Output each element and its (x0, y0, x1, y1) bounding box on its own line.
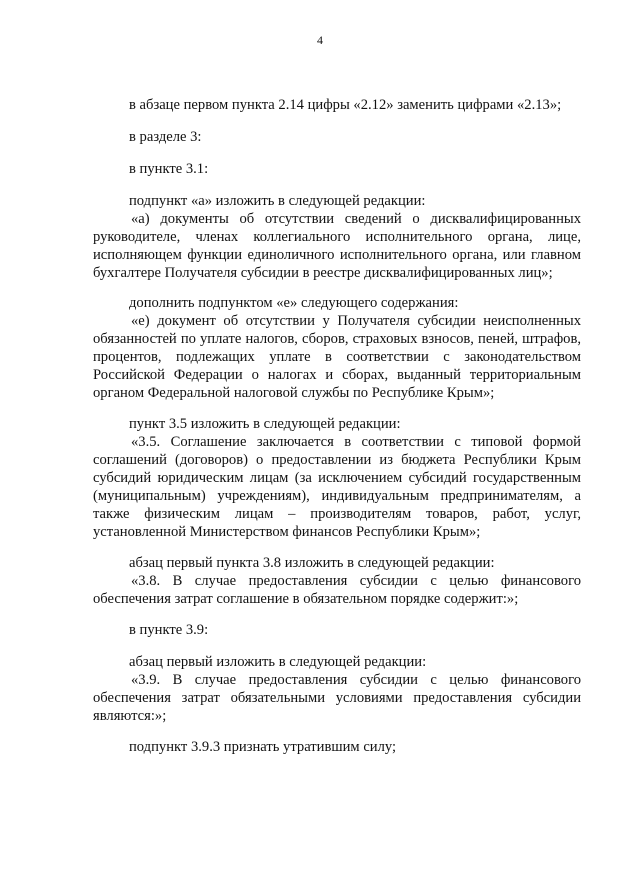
paragraph-line: процентов, подлежащих уплате в соответствии с законодательством (93, 349, 581, 365)
paragraph-line: обязанностей по уплате налогов, сборов, страховых взносов, пеней, штрафов, (93, 331, 581, 347)
paragraph-line: абзац первый пункта 3.8 изложить в следующей редакции: (129, 555, 495, 571)
paragraph-line: подпункт 3.9.3 признать утратившим силу; (129, 739, 397, 755)
paragraph-line: руководителе, членах коллегиального исполнительного органа, лице, (93, 229, 581, 245)
paragraph-line: абзац первый изложить в следующей редакции: (129, 654, 427, 670)
page-number: 4 (317, 33, 323, 47)
paragraph-line: «а) документы об отсутствии сведений о дисквалифицированных (131, 211, 581, 227)
paragraph-line: бухгалтере Получателя субсидии в реестре дисквалифицированных лиц»; (93, 265, 553, 281)
paragraph-line: исполняющем функции единоличного исполнительного органа, или главном (93, 247, 581, 263)
paragraph-line: в пункте 3.1: (129, 161, 209, 177)
paragraph-line: пункт 3.5 изложить в следующей редакции: (129, 416, 401, 432)
paragraph-line: в абзаце первом пункта 2.14 цифры «2.12» заменить цифрами «2.13»; (129, 97, 562, 113)
paragraph-line: в разделе 3: (129, 129, 202, 145)
paragraph-line: также физическим лицам – производителям товаров, работ, услуг, (93, 506, 581, 522)
paragraph-line: являются:»; (93, 708, 167, 724)
paragraph-line: в пункте 3.9: (129, 622, 209, 638)
paragraph-line: «е) документ об отсутствии у Получателя субсидии неисполненных (131, 313, 581, 329)
paragraph-line: установленной Министерством финансов Республики Крым»; (93, 524, 481, 540)
paragraph-line: «3.9. В случае предоставления субсидии с целью финансового (131, 672, 581, 688)
paragraph-line: обеспечения затрат соглашение в обязательном порядке содержит:»; (93, 591, 519, 607)
paragraph-line: (муниципальным) учреждениям), индивидуальным предпринимателям, а (93, 488, 581, 504)
paragraph-line: субсидий юридическим лицам (за исключением субсидий государственным (93, 470, 581, 486)
paragraph-line: «3.8. В случае предоставления субсидии с целью финансового (131, 573, 581, 589)
paragraph-line: «3.5. Соглашение заключается в соответствии с типовой формой (131, 434, 581, 450)
paragraph-line: обеспечения затрат обязательными условиями предоставления субсидии (93, 690, 581, 706)
paragraph-line: органом Федеральной налоговой службы по Республике Крым»; (93, 385, 495, 401)
paragraph-line: Российской Федерации о налогах и сборах, выданный территориальным (93, 367, 581, 383)
paragraph-line: дополнить подпунктом «е» следующего содержания: (129, 295, 459, 311)
paragraph-line: соглашений (договоров) о предоставлении из бюджета Республики Крым (93, 452, 581, 468)
paragraph-line: подпункт «а» изложить в следующей редакции: (129, 193, 426, 209)
